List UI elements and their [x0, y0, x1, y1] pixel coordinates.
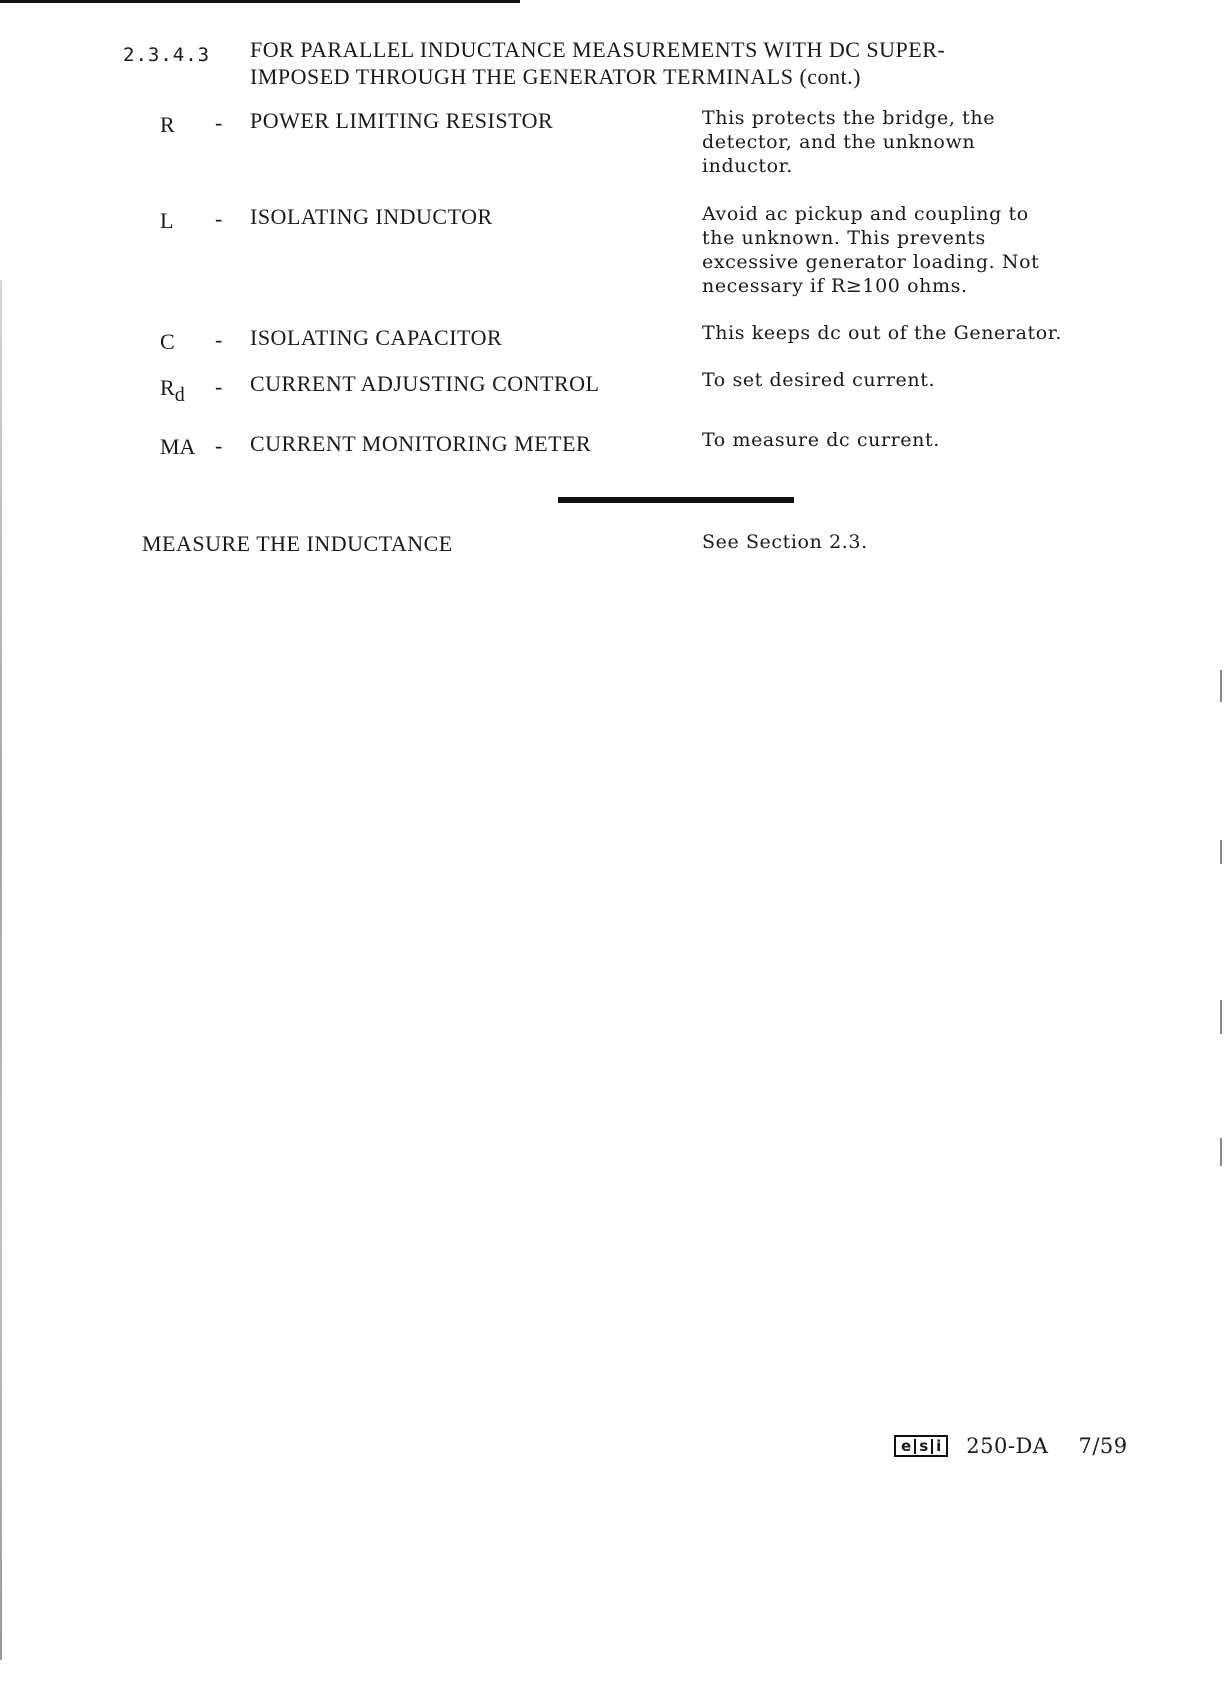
- note-line: To measure dc current.: [702, 429, 940, 451]
- note-line: To set desired current.: [702, 369, 936, 391]
- note-line: This protects the bridge, the: [702, 107, 996, 129]
- scan-right-mark: [1220, 840, 1222, 864]
- scan-top-edge: [0, 0, 520, 3]
- page-footer: [894, 1434, 1128, 1458]
- esi-logo-letter: s: [916, 1439, 933, 1454]
- component-name: ISOLATING INDUCTOR: [250, 204, 493, 229]
- component-dash: -: [215, 327, 223, 352]
- section-number: 2.3.4.3: [123, 44, 211, 66]
- note-line: excessive generator loading. Not: [702, 251, 1040, 273]
- component-dash: -: [215, 206, 223, 231]
- component-name: CURRENT MONITORING METER: [250, 431, 592, 456]
- component-note: [702, 202, 1172, 298]
- esi-logo-letter: i: [936, 1436, 942, 1455]
- scan-left-edge: [0, 280, 2, 1660]
- scan-right-mark: [1220, 1000, 1222, 1034]
- scan-right-mark: [1220, 670, 1222, 702]
- component-note: [702, 106, 1172, 178]
- note-line: This keeps dc out of the Generator.: [702, 322, 1063, 344]
- component-name: CURRENT ADJUSTING CONTROL: [250, 371, 600, 396]
- note-line: inductor.: [702, 155, 793, 177]
- section-divider: [558, 497, 794, 503]
- component-dash: -: [215, 110, 223, 135]
- component-note: [702, 368, 1172, 392]
- component-dash: -: [215, 374, 223, 399]
- esi-logo: [894, 1435, 948, 1457]
- component-symbol: R: [160, 112, 175, 137]
- component-symbol: $R_d$: [160, 375, 185, 406]
- measure-step-label: MEASURE THE INDUCTANCE: [142, 531, 453, 556]
- note-line: necessary if R≥100 ohms.: [702, 275, 968, 297]
- component-symbol: MA: [160, 434, 196, 459]
- component-note: [702, 428, 1172, 452]
- document-date: 7/59: [1078, 1434, 1128, 1458]
- component-name: POWER LIMITING RESISTOR: [250, 108, 554, 133]
- component-symbol: C: [160, 329, 175, 354]
- component-note: [702, 321, 1172, 345]
- component-symbol: L: [160, 208, 174, 233]
- component-dash: -: [215, 433, 223, 458]
- section-title: [250, 36, 945, 90]
- esi-logo-letter: e: [898, 1439, 916, 1454]
- section-title-line: IMPOSED THROUGH THE GENERATOR TERMINALS (cont.): [250, 64, 861, 89]
- note-line: detector, and the unknown: [702, 131, 976, 153]
- note-line: Avoid ac pickup and coupling to: [702, 203, 1029, 225]
- component-name: ISOLATING CAPACITOR: [250, 325, 503, 350]
- document-code: 250-DA: [966, 1434, 1049, 1458]
- note-line: the unknown. This prevents: [702, 227, 986, 249]
- scan-right-mark: [1220, 1138, 1222, 1166]
- section-title-line: FOR PARALLEL INDUCTANCE MEASUREMENTS WITH DC SUPER-: [250, 37, 946, 62]
- measure-step-reference: See Section 2.3.: [702, 531, 868, 553]
